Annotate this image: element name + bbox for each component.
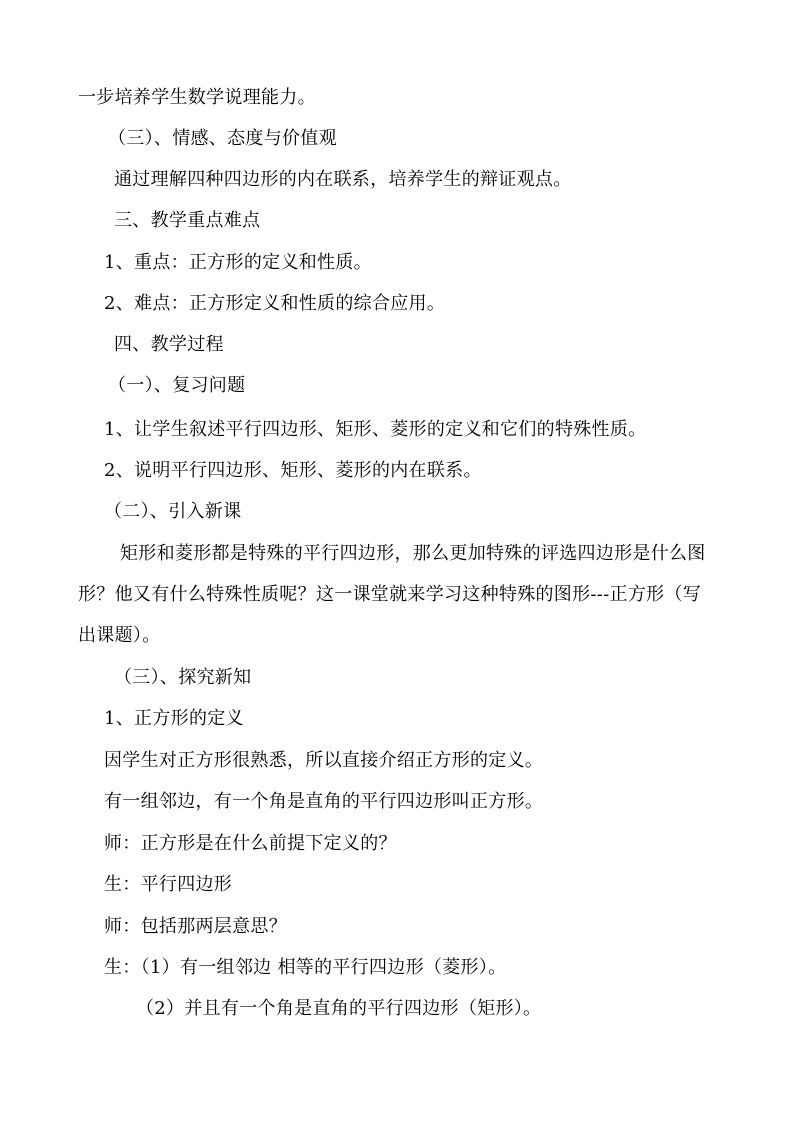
text-line-definition: 有一组邻边，有一个角是直角的平行四边形叫正方形。 xyxy=(104,791,544,812)
heading-review-questions: （一）、复习问题 xyxy=(108,375,246,396)
text-line-review-2: 2、说明平行四边形、矩形、菱形的内在联系。 xyxy=(104,460,482,481)
heading-key-difficult-points: 三、教学重点难点 xyxy=(114,210,261,231)
text-line-difficult-point: 2、难点：正方形定义和性质的综合应用。 xyxy=(104,293,446,314)
heading-new-lesson: （二）、引入新课 xyxy=(104,501,242,522)
text-line-teacher-question-1: 师：正方形是在什么前提下定义的？ xyxy=(104,833,397,854)
text-line-intro-3: 出课题）。 xyxy=(78,625,161,646)
text-line-student-answer-3: （2）并且有一个角是直角的平行四边形（矩形）。 xyxy=(136,998,542,1019)
heading-emotion-attitude-values: （三）、情感、态度与价值观 xyxy=(108,128,337,149)
text-line-student-answer-2: 生：（1）有一组邻边 相等的平行四边形（菱形）。 xyxy=(104,957,507,978)
text-line-student-answer-1: 生：平行四边形 xyxy=(104,874,233,895)
heading-square-definition: 1、正方形的定义 xyxy=(104,708,244,729)
text-line-key-point: 1、重点：正方形的定义和性质。 xyxy=(104,252,372,273)
text-line-intro-1: 矩形和菱形都是特殊的平行四边形，那么更加特殊的评选四边形是什么图 xyxy=(120,543,706,564)
text-line-intro-2: 形？他又有什么特殊性质呢？这一课堂就来学习这种特殊的图形---正方形（写 xyxy=(78,584,702,605)
text-line-review-1: 1、让学生叙述平行四边形、矩形、菱形的定义和它们的特殊性质。 xyxy=(104,419,647,440)
text-line-continuation: 一步培养学生数学说理能力。 xyxy=(78,87,316,108)
heading-explore-new: （三）、探究新知 xyxy=(114,667,252,688)
heading-teaching-process: 四、教学过程 xyxy=(114,334,224,355)
text-line-definition-intro: 因学生对正方形很熟悉，所以直接介绍正方形的定义。 xyxy=(104,750,544,771)
text-line-teacher-question-2: 师：包括那两层意思？ xyxy=(104,916,287,937)
text-line-dialectic: 通过理解四种四边形的内在联系，培养学生的辩证观点。 xyxy=(114,169,572,190)
